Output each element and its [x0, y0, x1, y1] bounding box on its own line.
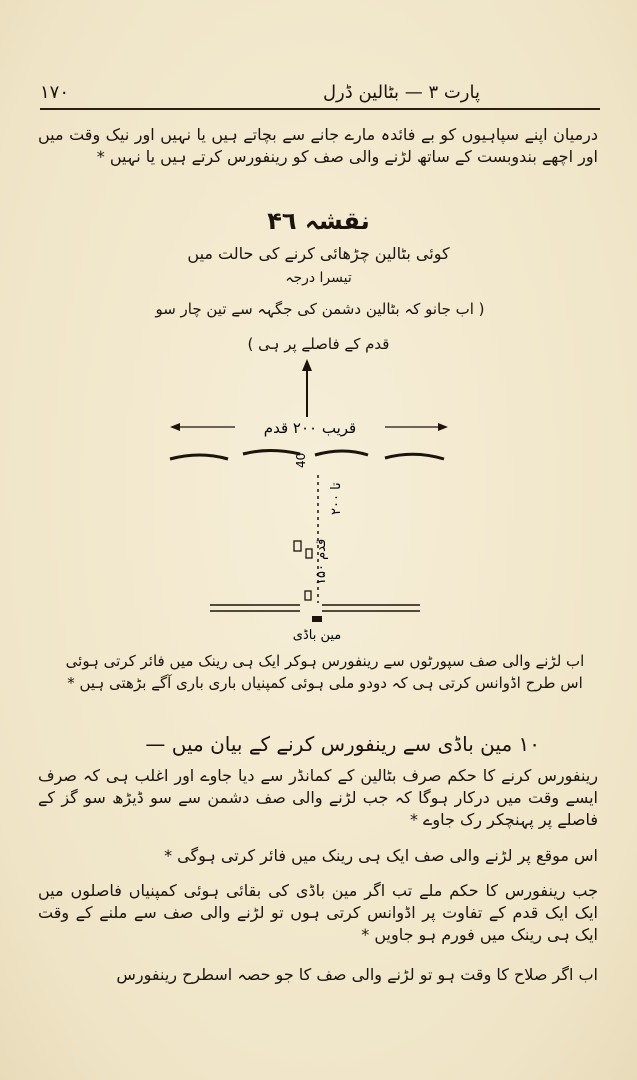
company-marker-1: [294, 541, 301, 551]
firing-line-left: [170, 455, 228, 459]
left-arrowhead-icon: [170, 423, 180, 431]
paragraph-5: اب اگر صلاح کا وقت ہو تو لڑنے والی صف کا جو حصہ اسطرح رینفورس: [116, 965, 598, 984]
arrowhead-icon: [302, 359, 312, 371]
map-title: نقشہ ۴٦: [267, 207, 370, 235]
section-heading: ۱۰ مین باڈی سے رینفورس کرنے کے بیان میں —: [145, 732, 540, 756]
running-title: پارت ۳ — بٹالین ڈرل: [322, 82, 480, 103]
diagram-caption: اب لڑنے والی صف سپورٹوں سے رینفورس ہوکر ایک ہی رینک میں فائر کرتی ہوئی اس طرح اڈوانس کرتی ہی کہ دودو ملی ہوئی کمپنیاں باری باری آگے بڑھتی ہیں *: [65, 652, 585, 692]
firing-line-right: [385, 454, 444, 459]
firing-line-center-left: [243, 451, 300, 455]
battalion-diagram: [0, 355, 637, 645]
paragraph-2: رینفورس کرنے کا حکم صرف بٹالین کے کمانڈر سے دیا جاوے اور اغلب ہی کہ صرف ایسے وقت میں درکار ہوگا کہ جب لڑنے والی صف دشمن سے سو ڈیڑھ سو گز کے فاصلے پر پہنچکر رک جاوے *: [38, 766, 598, 829]
distance-label: قریب ۲۰۰ قدم: [263, 419, 357, 437]
map-stage: تیسرا درجہ: [285, 270, 352, 286]
distance-vertical-upper: ۲۰۰ تا: [329, 482, 344, 515]
main-body-label: مین باڈی: [292, 628, 342, 643]
main-body-flag: [312, 616, 322, 622]
distance-vertical-lower: ۱۵۰ قدم: [314, 538, 329, 585]
map-note-line1: ( اب جانو کہ بٹالین دشمن کی جگہہ سے تین چار سو: [155, 300, 485, 318]
paragraph-3: اس موقع پر لڑنے والی صف ایک ہی رینک میں فائر کرتی ہوگی *: [164, 846, 598, 865]
company-marker-2: [306, 549, 312, 558]
map-note-line2: قدم کے فاصلے پر ہی ): [247, 335, 390, 353]
range-marker: 40: [294, 452, 308, 468]
company-marker-3: [305, 591, 311, 600]
opening-paragraph: درمیان اپنے سپاہیوں کو بے فائدہ مارے جانے سے بچاتے ہیں یا نہیں اور نیک وقت میں اور اچھے بندوبست کے ساتھ لڑنے والی صف کو رینفورس کرتے ہیں یا نہیں *: [38, 125, 598, 166]
page-header: [40, 78, 600, 110]
paragraph-4: جب رینفورس کا حکم ملے تب اگر مین باڈی کی بقائی ہوئی کمپنیاں فاصلوں میں ایک ایک قدم کے تفاوت پر اڈوانس کرتی ہوں تو لڑنے والی صف سے ملنے کے وقت ایک ہی رینک میں فورم ہو جاویں *: [38, 881, 598, 944]
page-number: ۱۷۰: [40, 82, 70, 103]
map-subtitle: کوئی بٹالین چڑھائی کرنے کی حالت میں: [187, 244, 450, 263]
firing-line-center-right: [315, 451, 368, 455]
right-arrowhead-icon: [438, 423, 448, 431]
